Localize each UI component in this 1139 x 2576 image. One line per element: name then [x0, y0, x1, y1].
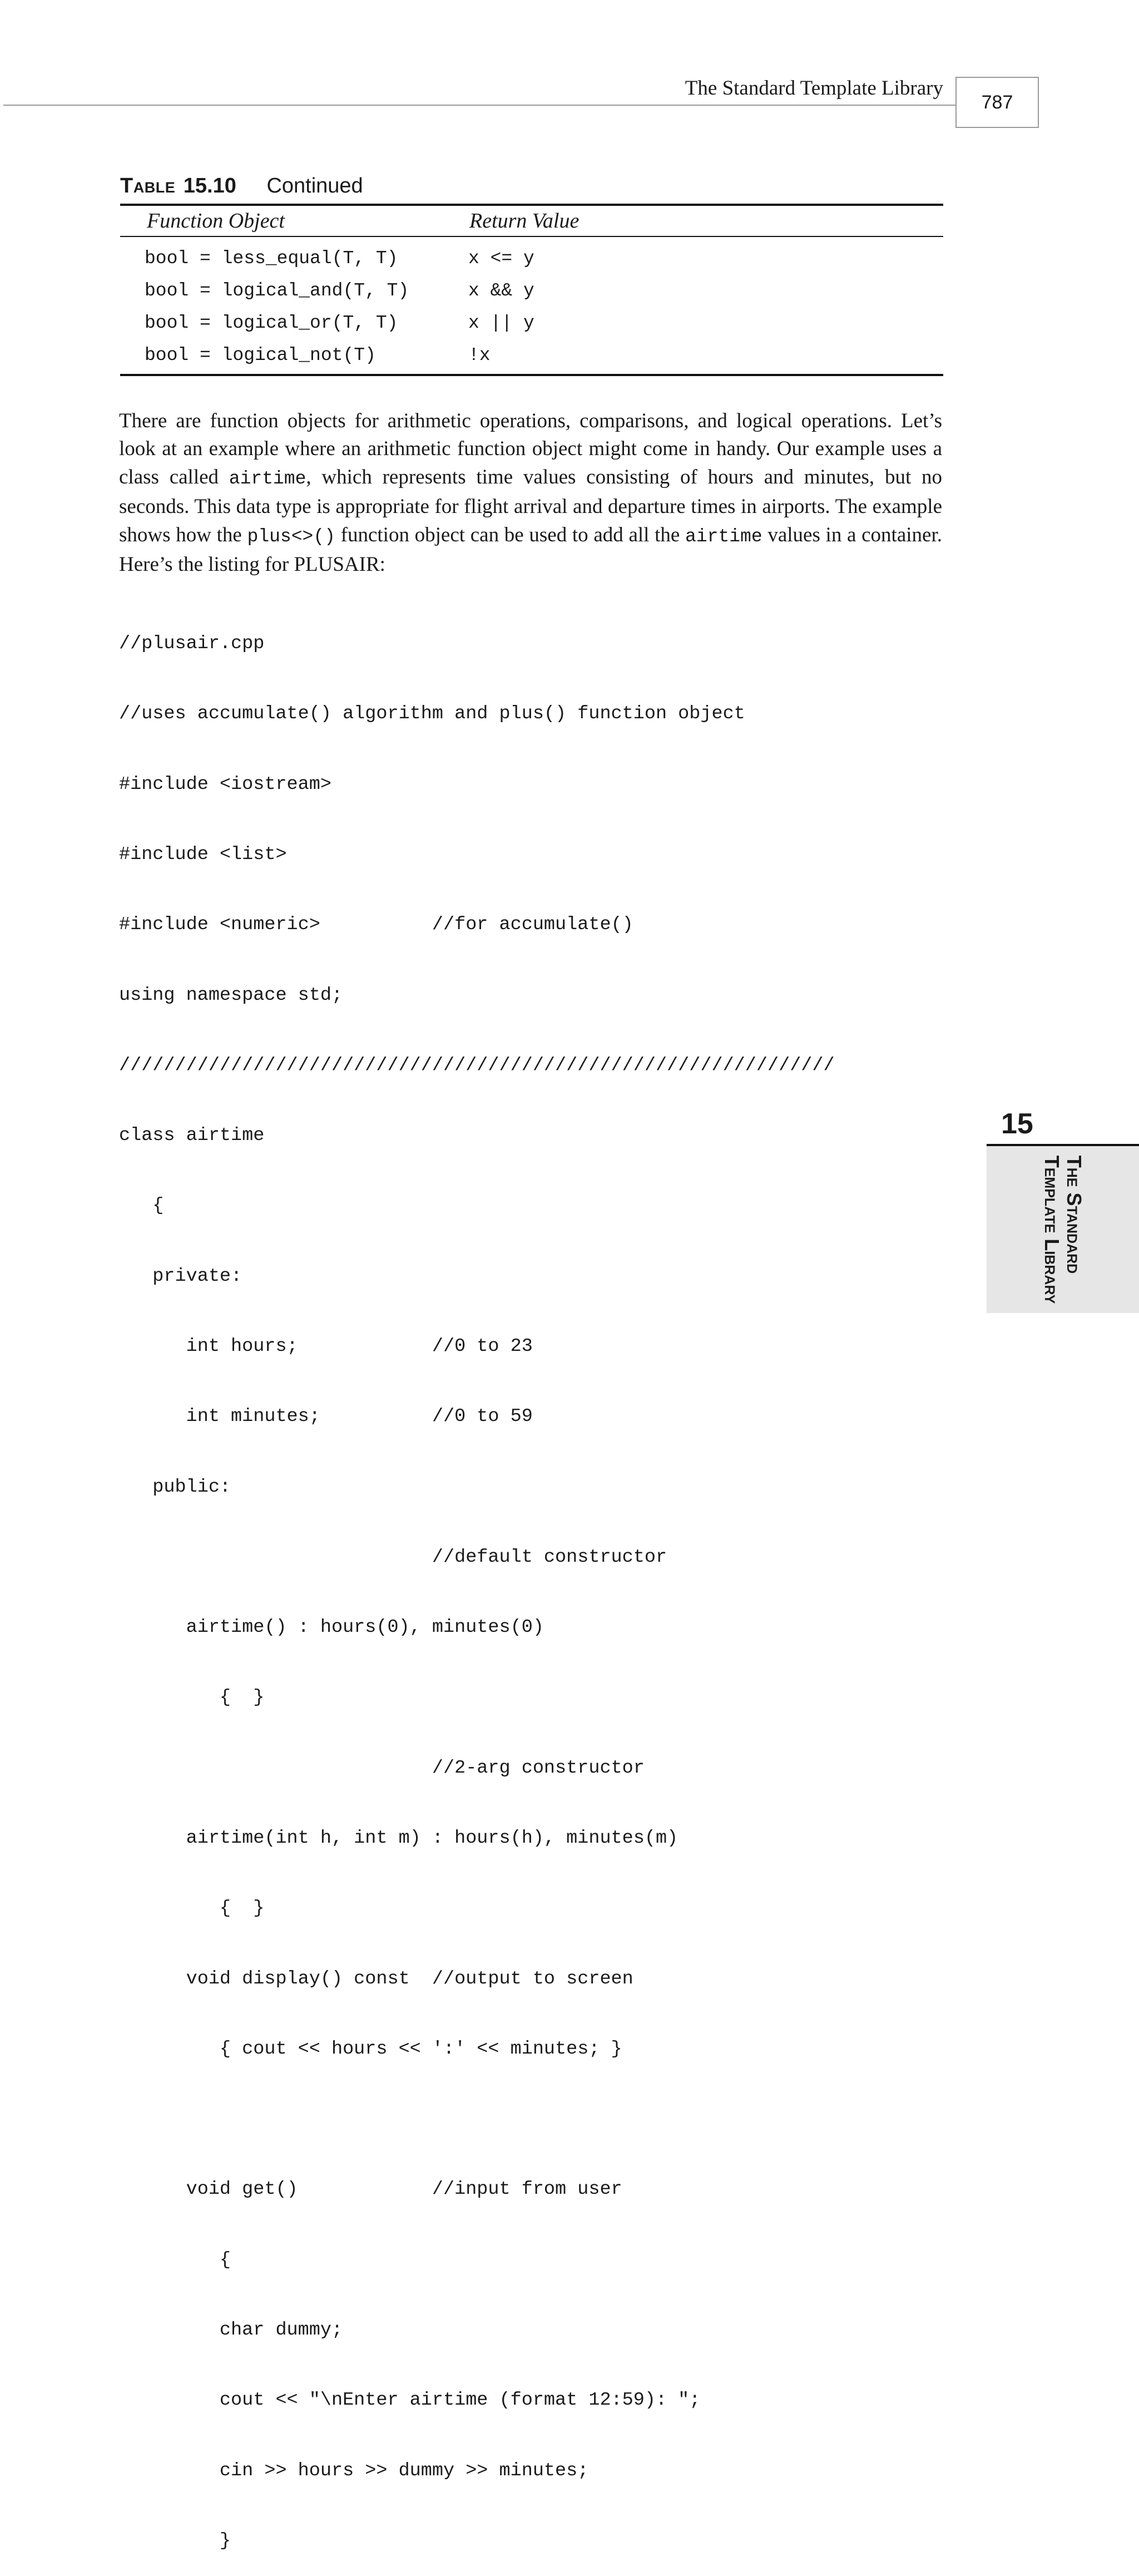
code-line: //default constructor — [119, 1546, 667, 1568]
code-line: char dummy; — [119, 2319, 343, 2341]
code-line: public: — [119, 1476, 231, 1498]
page-number: 787 — [955, 77, 1039, 128]
running-head: The Standard Template Library — [685, 77, 943, 100]
table-cell-return-value: x || y — [468, 313, 534, 333]
paragraph-text: There are function objects for arithmetic operations, comparisons, and logical operations. Let’s look at an example where an arithmetic function object might come in handy. Our example uses a class called — [119, 409, 942, 488]
code-line: #include <list> — [119, 844, 287, 866]
chapter-number: 15 — [1001, 1108, 1033, 1140]
code-line: { } — [119, 1898, 265, 1919]
table-cell-function-object: bool = logical_or(T, T) — [145, 313, 398, 333]
inline-code: airtime — [229, 468, 306, 489]
body-paragraph — [119, 407, 942, 579]
table-cell-return-value: x && y — [468, 280, 534, 301]
paragraph-text: , which represents time values consisting of hours and minutes, but no seconds. This data type is appropriate for flight arrival and departure times in airports. The example shows how the — [119, 465, 942, 546]
code-line: } — [119, 2530, 231, 2552]
code-line: { — [119, 2249, 231, 2271]
code-line: void get() //input from user — [119, 2179, 622, 2200]
table-header-return-value: Return Value — [469, 209, 580, 233]
table-label: Table — [120, 174, 176, 198]
table-header-rule — [120, 236, 943, 237]
table-caption-suffix: Continued — [266, 174, 363, 198]
code-line: airtime(int h, int m) : hours(h), minutes(m) — [119, 1827, 679, 1849]
table-rule-bottom — [120, 374, 943, 376]
code-line: { } — [119, 1687, 265, 1709]
code-line: private: — [119, 1265, 242, 1287]
chapter-tab-title — [987, 1146, 1139, 1313]
code-line: { — [119, 1195, 164, 1217]
table-row — [0, 275, 1139, 307]
code-line: //uses accumulate() algorithm and plus() function object — [119, 703, 745, 725]
code-line — [119, 2108, 835, 2131]
paragraph-text: : — [379, 553, 385, 576]
table-number: 15.10 — [183, 174, 236, 198]
code-line: #include <numeric> //for accumulate() — [119, 914, 633, 936]
code-line: class airtime — [119, 1125, 265, 1147]
table-cell-function-object: bool = logical_not(T) — [145, 345, 376, 366]
table-cell-function-object: bool = less_equal(T, T) — [145, 248, 398, 269]
code-line: int hours; //0 to 23 — [119, 1336, 533, 1357]
table-row — [0, 307, 1139, 339]
program-name: PLUSAIR — [294, 553, 380, 576]
paragraph-text: function object can be used to add all the — [335, 523, 686, 546]
paragraph-text: values in a container. Here’s the listing for — [119, 523, 942, 576]
table-cell-function-object: bool = logical_and(T, T) — [145, 280, 409, 301]
code-line: int minutes; //0 to 59 — [119, 1406, 533, 1428]
code-line: //2-arg constructor — [119, 1757, 645, 1779]
code-line: { cout << hours << ':' << minutes; } — [119, 2038, 622, 2060]
inline-code: plus<>() — [247, 526, 335, 547]
code-listing — [119, 585, 835, 2576]
code-line: //plusair.cpp — [119, 633, 265, 655]
code-line: void display() const //output to screen — [119, 1968, 633, 1990]
code-line: #include <iostream> — [119, 773, 331, 795]
table-cell-return-value: !x — [468, 345, 491, 366]
code-line: cin >> hours >> dummy >> minutes; — [119, 2460, 589, 2481]
table-header-function-object: Function Object — [147, 209, 285, 233]
code-line: using namespace std; — [119, 984, 343, 1006]
table-row — [0, 243, 1139, 275]
table-caption — [120, 172, 363, 199]
table-row — [0, 339, 1139, 372]
table-rule-top — [120, 204, 943, 206]
table-cell-return-value: x <= y — [468, 248, 534, 269]
chapter-tab-line-2: Template Library — [1041, 1155, 1063, 1304]
code-line: //////////////////////////////////////////////////////////////// — [119, 1054, 835, 1076]
header-rule — [3, 105, 955, 106]
chapter-tab-line-1: The Standard — [1063, 1155, 1086, 1274]
inline-code: airtime — [685, 526, 762, 547]
code-line: cout << "\nEnter airtime (format 12:59): "; — [119, 2390, 701, 2411]
code-line: airtime() : hours(0), minutes(0) — [119, 1617, 544, 1639]
